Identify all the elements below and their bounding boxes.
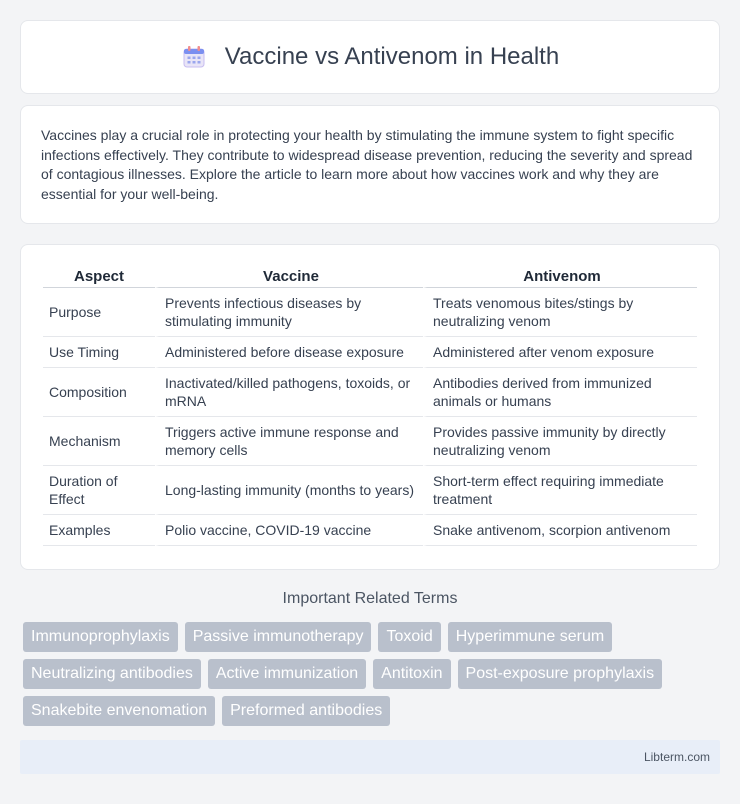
table-cell-vaccine: Long-lasting immunity (months to years) xyxy=(155,466,423,515)
page-title: Vaccine vs Antivenom in Health xyxy=(224,43,560,70)
footer xyxy=(20,740,720,774)
table-cell-vaccine: Triggers active immune response and memory cells xyxy=(155,417,423,466)
table-cell-antivenom: Snake antivenom, scorpion antivenom xyxy=(423,515,697,546)
related-term-tag[interactable]: Antitoxin xyxy=(373,659,450,689)
table-cell-antivenom: Short-term effect requiring immediate treatment xyxy=(423,466,697,515)
table-row xyxy=(43,368,697,417)
table-cell-aspect: Mechanism xyxy=(43,417,155,466)
table-cell-antivenom: Treats venomous bites/stings by neutralizing venom xyxy=(423,288,697,337)
calendar-icon xyxy=(181,44,207,70)
intro-card xyxy=(20,105,720,224)
related-term-tag[interactable]: Neutralizing antibodies xyxy=(23,659,201,689)
table-row xyxy=(43,288,697,337)
column-header-aspect: Aspect xyxy=(43,265,155,288)
table-cell-vaccine: Prevents infectious diseases by stimulating immunity xyxy=(155,288,423,337)
table-cell-vaccine: Polio vaccine, COVID-19 vaccine xyxy=(155,515,423,546)
column-header-vaccine: Vaccine xyxy=(155,265,423,288)
table-row xyxy=(43,417,697,466)
related-term-tag[interactable]: Post-exposure prophylaxis xyxy=(458,659,663,689)
table-cell-antivenom: Antibodies derived from immunized animals or humans xyxy=(423,368,697,417)
related-terms-title: Important Related Terms xyxy=(282,590,458,607)
related-term-tag[interactable]: Snakebite envenomation xyxy=(23,696,215,726)
related-term-tag[interactable]: Immunoprophylaxis xyxy=(23,622,178,652)
table-cell-antivenom: Provides passive immunity by directly neutralizing venom xyxy=(423,417,697,466)
comparison-table-card xyxy=(20,244,720,570)
table-cell-vaccine: Inactivated/killed pathogens, toxoids, or mRNA xyxy=(155,368,423,417)
related-terms-list xyxy=(23,622,723,726)
intro-text: Vaccines play a crucial role in protecting your health by stimulating the immune system to fight specific infections effectively. They contribute to widespread disease prevention, reducing the severity and spread of contagious illnesses. Explore the article to learn more about how vaccines work and why they are essential for your well-being. xyxy=(41,127,693,202)
table-row xyxy=(43,337,697,368)
table-cell-aspect: Examples xyxy=(43,515,155,546)
related-term-tag[interactable]: Hyperimmune serum xyxy=(448,622,612,652)
table-cell-aspect: Composition xyxy=(43,368,155,417)
header-card xyxy=(20,20,720,94)
table-cell-antivenom: Administered after venom exposure xyxy=(423,337,697,368)
column-header-antivenom: Antivenom xyxy=(423,265,697,288)
related-term-tag[interactable]: Preformed antibodies xyxy=(222,696,390,726)
table-row xyxy=(43,515,697,546)
table-cell-vaccine: Administered before disease exposure xyxy=(155,337,423,368)
comparison-table xyxy=(43,265,697,546)
related-term-tag[interactable]: Toxoid xyxy=(378,622,440,652)
table-row xyxy=(43,466,697,515)
table-cell-aspect: Use Timing xyxy=(43,337,155,368)
table-header-row xyxy=(43,265,697,288)
related-term-tag[interactable]: Passive immunotherapy xyxy=(185,622,372,652)
footer-site-link[interactable]: Libterm.com xyxy=(643,750,710,764)
table-cell-aspect: Duration of Effect xyxy=(43,466,155,515)
table-cell-aspect: Purpose xyxy=(43,288,155,337)
related-term-tag[interactable]: Active immunization xyxy=(208,659,366,689)
